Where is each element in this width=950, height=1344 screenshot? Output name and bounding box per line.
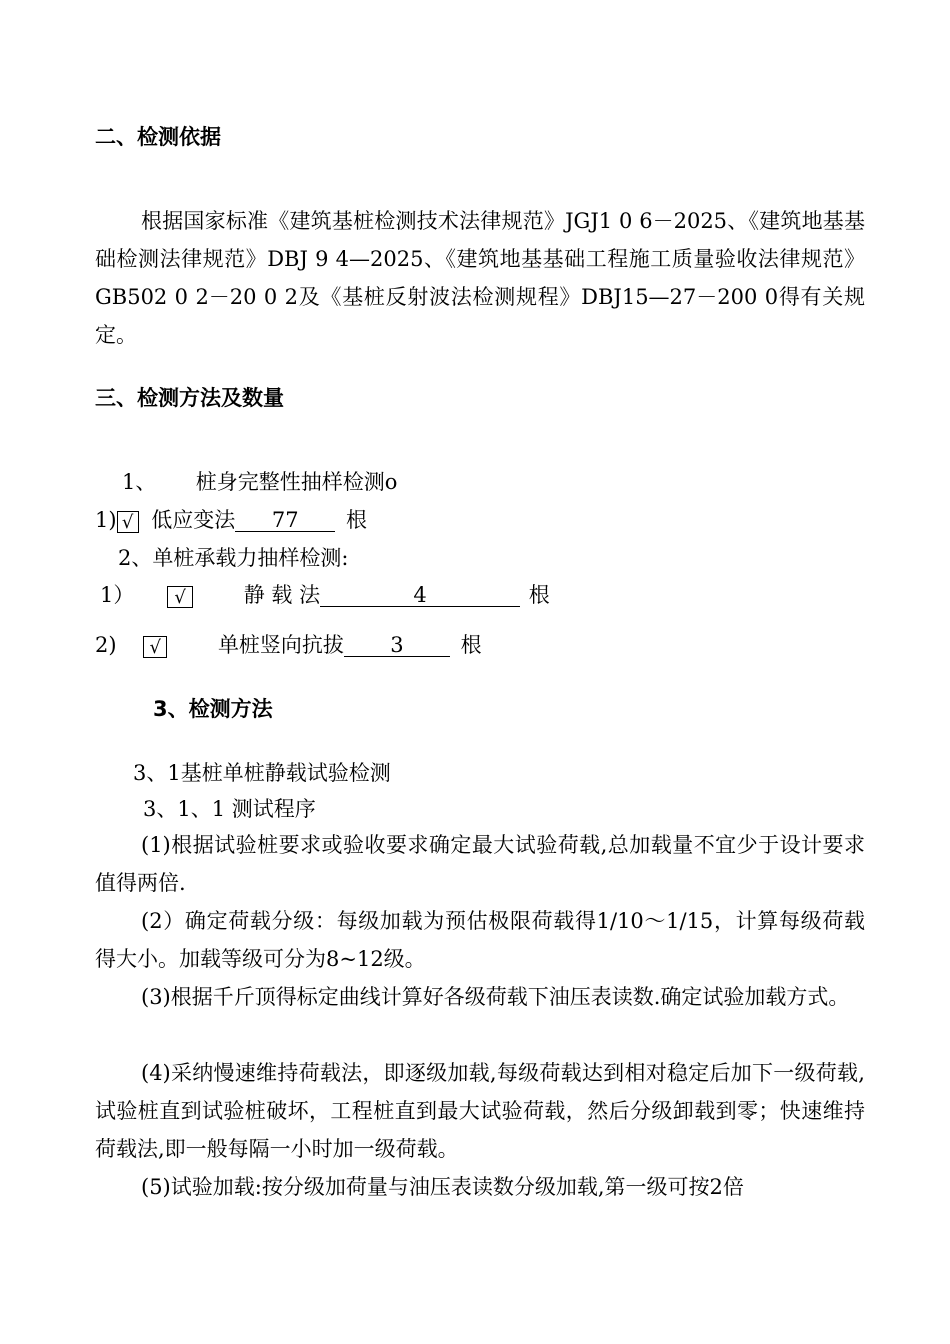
unit-uplift: 根 [460,633,482,657]
method-heading: 3、检测方法 [153,697,273,721]
count-uplift: 3 [344,634,450,657]
unit-low-strain: 根 [345,508,367,532]
section-heading-methods [95,386,284,410]
method-paragraph-3: (3)根据千斤顶得标定曲线计算好各级荷载下油压表读数.确定试验加载方式。 [141,985,850,1009]
item-1-sub-number: 1) [95,508,117,532]
checkbox-static-load[interactable]: √ [167,586,193,608]
methods-heading-text: 三、检测方法及数量 [95,386,284,410]
item-1-number: 1、 [122,470,157,494]
method-paragraph-2: (2）确定荷载分级：每级加载为预估极限荷载得1/10～1/15，计算每级荷载得大小。加载等级可分为8~12级。 [95,909,865,971]
item-2-sub-2-label: 单桩竖向抗拔 [217,633,344,657]
item-2-sub-2 [95,633,482,658]
method-paragraph-1: (1)根据试验桩要求或验收要求确定最大试验荷载,总加载量不宜少于设计要求值得两倍. [95,833,865,895]
item-1-sub [95,508,367,533]
checkbox-low-strain[interactable]: √ [117,511,139,533]
item-1-text: 桩身完整性抽样检测ο [195,470,398,494]
count-low-strain: 77 [235,509,335,532]
method-paragraph-4: (4)采纳慢速维持荷载法，即逐级加载,每级荷载达到相对稳定后加下一级荷载,试验桩直到试验桩破坏，工程桩直到最大试验荷载，然后分级卸载到零；快速维持荷载法,即一般每隔一小时加一级荷载。 [95,1061,865,1161]
section-heading-basis: 二、检测依据 [95,125,221,149]
item-2: 2、单桩承载力抽样检测: [118,546,349,570]
item-1-sub-label: 低应变法 [151,508,236,532]
item-2-sub-1-number: 1） [100,583,135,607]
method-sub-heading: 3、1基桩单桩静载试验检测 [133,761,391,785]
count-static-load: 4 [320,584,520,607]
basis-paragraph: 根据国家标准《建筑基桩检测技术法律规范》JGJ1 0 6－2025、《建筑地基基础检测法律规范》DBJ 9 4—2025、《建筑地基基础工程施工质量验收法律规范》GB502 0 2－20 0 2及《基桩反射波法检测规程》DBJ15—27－200 0得有关规定。 [95,209,865,347]
item-2-sub-1-label: 静 载 法 [243,583,321,607]
item-1 [122,470,397,494]
method-subsub-heading: 3、1、1 测试程序 [143,797,316,821]
method-paragraph-5: (5)试验加载:按分级加荷量与油压表读数分级加载,第一级可按2倍 [141,1175,744,1199]
checkbox-uplift[interactable]: √ [143,636,167,658]
unit-static-load: 根 [528,583,550,607]
item-2-sub-1 [100,583,550,608]
item-2-sub-2-number: 2) [95,633,117,657]
